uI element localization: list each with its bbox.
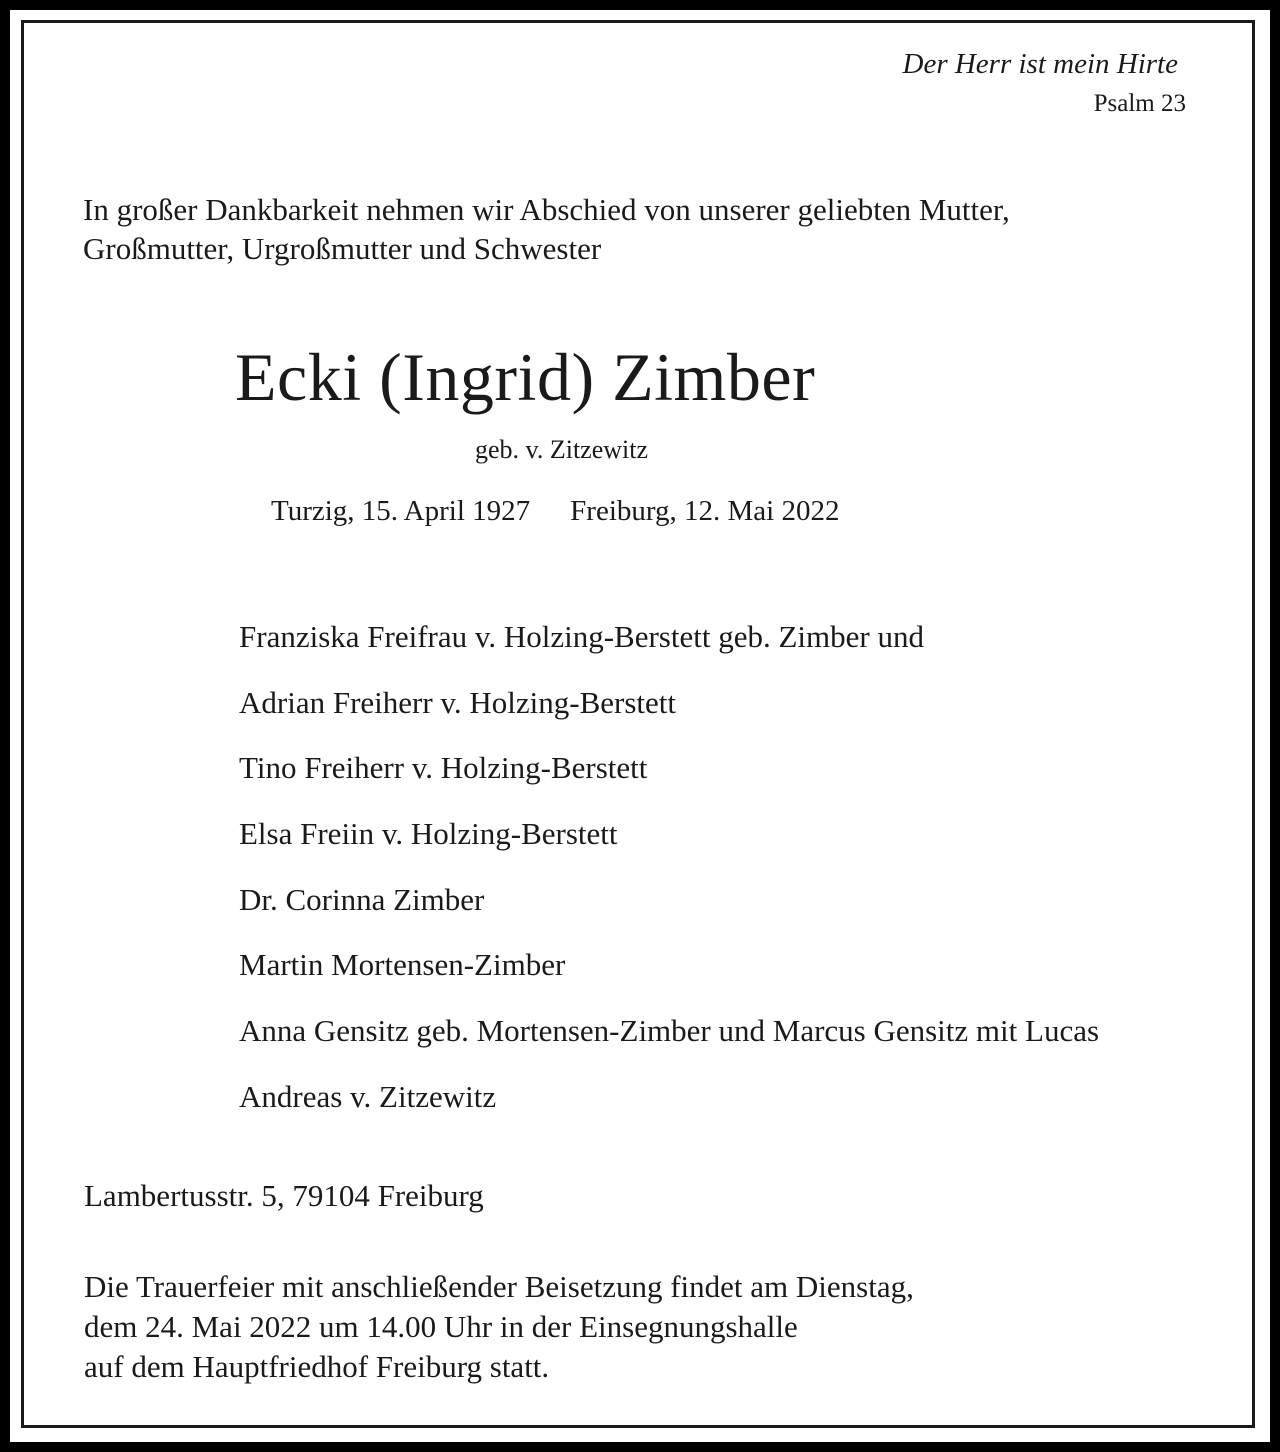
mourners-list xyxy=(239,618,1099,1144)
mourner-name: Franziska Freifrau v. Holzing-Berstett geb. Zimber und xyxy=(239,619,924,654)
mourner-name: Anna Gensitz geb. Mortensen-Zimber und Marcus Gensitz mit Lucas xyxy=(239,1013,1100,1049)
motto-source: Psalm 23 xyxy=(1093,90,1186,117)
ceremony-line: dem 24. Mai 2022 um 14.00 Uhr in der Einsegnungshalle xyxy=(84,1309,798,1344)
life-dates xyxy=(271,495,839,528)
ceremony-info xyxy=(84,1267,914,1387)
maiden-name: geb. v. Zitzewitz xyxy=(475,435,649,464)
family-address: Lambertusstr. 5, 79104 Freiburg xyxy=(84,1178,484,1213)
ceremony-line: auf dem Hauptfriedhof Freiburg statt. xyxy=(84,1349,550,1384)
mourner-name: Adrian Freiherr v. Holzing-Berstett xyxy=(239,684,677,720)
mourner-name: Tino Freiherr v. Holzing-Berstett xyxy=(239,750,648,786)
birth-date: Turzig, 15. April 1927 xyxy=(271,495,531,527)
deceased-name: Ecki (Ingrid) Zimber xyxy=(235,339,816,415)
motto-quote: Der Herr ist mein Hirte xyxy=(902,48,1178,80)
mourner-name: Elsa Freiin v. Holzing-Berstett xyxy=(239,816,618,852)
obituary-notice xyxy=(10,10,1270,1442)
death-date: Freiburg, 12. Mai 2022 xyxy=(570,495,840,527)
mourner-name: Martin Mortensen-Zimber xyxy=(239,947,566,983)
mourner-name: Andreas v. Zitzewitz xyxy=(239,1078,497,1114)
ceremony-line: Die Trauerfeier mit anschließender Beisetzung findet am Dienstag, xyxy=(84,1269,914,1304)
intro-line: In großer Dankbarkeit nehmen wir Abschied von unserer geliebten Mutter, xyxy=(83,192,1010,227)
intro-line: Großmutter, Urgroßmutter und Schwester xyxy=(83,231,602,266)
mourner-name: Dr. Corinna Zimber xyxy=(239,881,485,917)
intro-text xyxy=(83,190,1010,268)
